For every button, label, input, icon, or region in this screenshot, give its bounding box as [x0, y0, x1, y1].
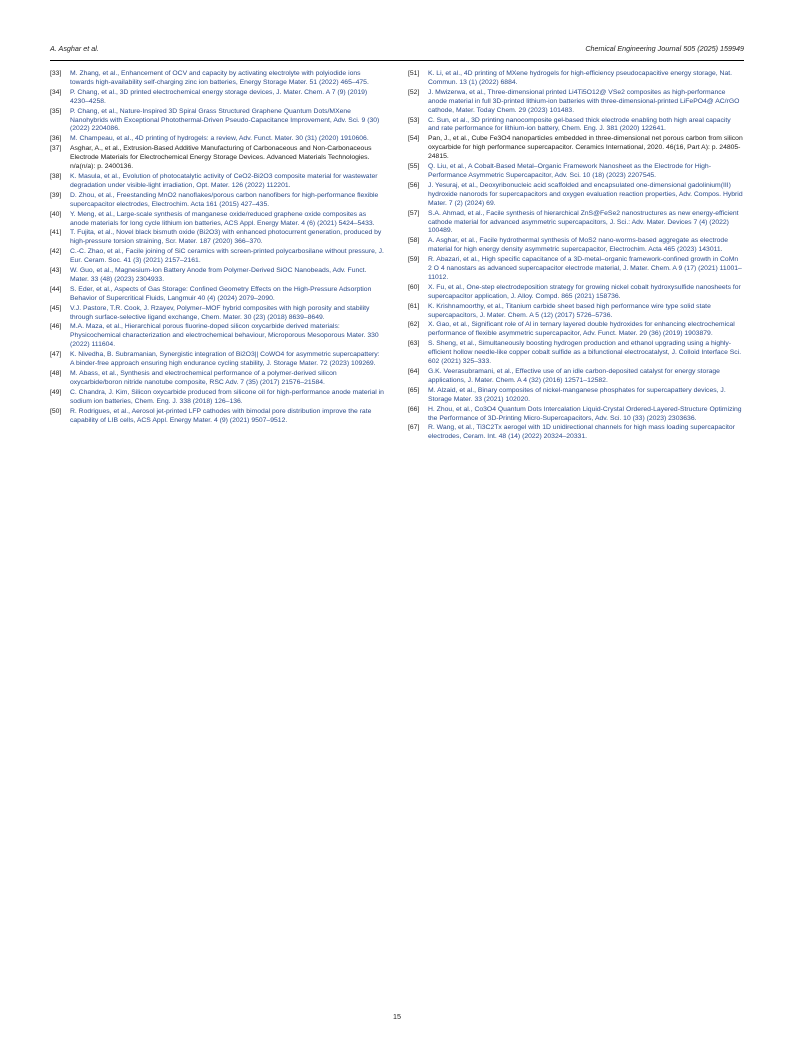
reference-number: [34]: [50, 88, 62, 96]
reference-item: [50, 108, 385, 135]
reference-number: [38]: [50, 172, 62, 180]
reference-number: [66]: [408, 405, 420, 413]
reference-number: [41]: [50, 229, 62, 237]
reference-link[interactable]: R. Rodrigues, et al., Aerosol jet-printed LFP cathodes with bimodal pore distribution improve the rate capability of LIB cells, ACS Appl. Energy Mater. 4 (9) (2021) 9507–9512.: [70, 407, 372, 424]
reference-number: [63]: [408, 340, 420, 348]
header-rule: [50, 60, 744, 61]
reference-number: [61]: [408, 302, 420, 310]
reference-number: [46]: [50, 323, 62, 331]
reference-item: [408, 387, 743, 405]
reference-number: [49]: [50, 388, 62, 396]
reference-number: [62]: [408, 321, 420, 329]
reference-item: [408, 340, 743, 367]
reference-link[interactable]: S. Eder, et al., Aspects of Gas Storage: Confined Geometry Effects on the High-Pressure Adsorption Behavior of Supercritical Fluids, Langmuir 40 (4) (2024) 2079–2090.: [70, 285, 372, 302]
reference-link[interactable]: H. Zhou, et al., Co3O4 Quantum Dots Intercalation Liquid-Crystal Ordered-Layered-Structure Optimizing the Performance of 3D-Printing Micro-Supercapacitors, Adv. Sci. 10 (33) (2023) 2303636.: [428, 405, 742, 422]
reference-link[interactable]: J. Yesuraj, et al., Deoxyribonucleic acid scaffolded and encapsulated one-dimensional gadolinium(III) hydroxide nanorods for supercapacitors and oxygen evaluation reaction properties, Adv. Compos. Hybrid Mater. 7 (2) (2024) 69.: [428, 181, 743, 207]
header-author: A. Asghar et al.: [50, 44, 99, 53]
reference-link[interactable]: S.A. Ahmad, et al., Facile synthesis of hierarchical ZnS@FeSe2 nanostructures as new energy-efficient cathode material for advanced asymmetric supercapacitors, J. Sci.: Adv. Mater. Devices 7 (4) (2022) 100489.: [428, 209, 739, 235]
reference-item: [50, 173, 385, 191]
reference-number: [43]: [50, 267, 62, 275]
reference-number: [50]: [50, 407, 62, 415]
reference-item: [408, 368, 743, 386]
reference-link[interactable]: C. Sun, et al., 3D printing nanocomposite gel-based thick electrode enabling both high areal capacity and rate performance for lithium-ion battery, Chem. Eng. J. 381 (2020) 122641.: [428, 116, 731, 133]
reference-link[interactable]: Y. Meng, et al., Large-scale synthesis of manganese oxide/reduced graphene oxide composites as anode materials for long cycle lithium ion batteries, ACS Appl. Energy Mater. 4 (6) (2021) 5424–5433.: [70, 210, 375, 227]
references-right-column: [408, 70, 743, 443]
reference-link[interactable]: R. Wang, et al., Ti3C2Tx aerogel with 1D unidirectional channels for high mass loading supercapacitor electrodes, Ceram. Int. 48 (14) (2022) 20324–20331.: [428, 424, 735, 441]
reference-number: [47]: [50, 351, 62, 359]
reference-link[interactable]: X. Gao, et al., Significant role of Al in ternary layered double hydroxides for enhancing electrochemical performance of flexible asymmetric supercapacitor, Adv. Funct. Mater. 29 (36) (2019) 1903879.: [428, 321, 735, 338]
reference-item: [50, 70, 385, 88]
reference-number: [53]: [408, 116, 420, 124]
reference-link[interactable]: Q. Liu, et al., A Cobalt-Based Metal–Organic Framework Nanosheet as the Electrode for High-Performance Asymmetric Supercapacitor, Adv. Sci. 10 (18) (2023) 2207545.: [428, 163, 711, 179]
reference-number: [39]: [50, 191, 62, 199]
reference-item: [408, 163, 743, 181]
reference-number: [48]: [50, 370, 62, 377]
reference-item: [50, 351, 385, 369]
reference-item: [408, 321, 743, 339]
reference-link[interactable]: M.A. Maza, et al., Hierarchical porous fluorine-doped silicon oxycarbide derived materials: Physicochemical characterization and electrochemical behaviour, Microporous Mesoporous Mater. 330 (2022) 111604.: [70, 323, 379, 349]
reference-item: [408, 256, 743, 283]
reference-item: [408, 117, 743, 135]
reference-item: [50, 229, 385, 247]
reference-number: [64]: [408, 368, 420, 375]
reference-link[interactable]: K. Masula, et al., Evolution of photocatalytic activity of CeO2-Bi2O3 composite material for wastewater degradation under visible-light irradiation, Opt. Mater. 126 (2022) 112201.: [70, 172, 378, 189]
reference-number: [51]: [408, 70, 420, 77]
reference-link[interactable]: V.J. Pastore, T.R. Cook, J. Rzayev, Polymer–MOF hybrid composites with high porosity and stability through surface-selective ligand exchange, Chem. Mater. 30 (23) (2018) 8639–8649.: [70, 304, 370, 321]
reference-number: [59]: [408, 256, 420, 264]
reference-item: [50, 370, 385, 388]
reference-link[interactable]: W. Guo, et al., Magnesium-Ion Battery Anode from Polymer-Derived SiOC Nanobeads, Adv. Funct. Mater. 33 (48) (2023) 2304933.: [70, 267, 367, 283]
reference-item: [50, 145, 385, 172]
reference-item: [50, 211, 385, 229]
reference-link[interactable]: R. Abazari, et al., High specific capacitance of a 3D-metal–organic framework-confined growth in CoMn 2 O 4 nanostars as advanced supercapacitor electrode material, J. Mater. Chem. A 9 (17) (2021) 11001–11012.: [428, 256, 742, 281]
reference-link[interactable]: J. Mwizerwa, et al., Three-dimensional printed Li4Ti5O12@ VSe2 composites as high-performance anode material in full 3D-printed lithium-ion batteries with three-dimensional-printed LiFePO4@ AC/rGO cathode, Mater. Today Chem. 29 (2023) 101483.: [428, 88, 740, 114]
reference-item: [408, 182, 743, 209]
reference-number: [37]: [50, 145, 62, 153]
reference-number: [35]: [50, 107, 62, 115]
reference-number: [58]: [408, 237, 420, 245]
reference-number: [57]: [408, 209, 420, 217]
header-journal: Chemical Engineering Journal 505 (2025) 159949: [585, 44, 744, 53]
reference-link[interactable]: K. Nivedha, B. Subramanian, Synergistic integration of Bi2O3|| CoWO4 for asymmetric supercapattery: A binder-free approach ensuring high endurance cycling stability, J. Storage Mater. 72 (2023) 109269.: [70, 351, 380, 368]
reference-item: [408, 424, 743, 442]
reference-link[interactable]: C.-C. Zhao, et al., Facile joining of SiC ceramics with screen-printed polycarbosilane without pressure, J. Eur. Ceram. Soc. 41 (3) (2021) 2157–2161.: [70, 248, 384, 265]
reference-link[interactable]: P. Chang, et al., 3D printed electrochemical energy storage devices, J. Mater. Chem. A 7 (9) (2019) 4230–4258.: [70, 88, 368, 105]
reference-link[interactable]: M. Alzaid, et al., Binary composites of nickel-manganese phosphates for supercapattery devices, J. Storage Mater. 33 (2021) 102020.: [428, 386, 726, 403]
reference-link[interactable]: M. Champeau, et al., 4D printing of hydrogels: a review, Adv. Funct. Mater. 30 (31) (2020) 1910606.: [70, 135, 369, 143]
reference-number: [40]: [50, 210, 62, 218]
reference-link[interactable]: M. Abass, et al., Synthesis and electrochemical performance of a polymer-derived silicon oxycarbide/boron nitride nanotube composite, RSC Adv. 7 (35) (2017) 21576–21584.: [70, 370, 337, 386]
reference-link[interactable]: K. Li, et al., 4D printing of MXene hydrogels for high-efficiency pseudocapacitive energy storage, Nat. Commun. 13 (1) (2022) 6884.: [428, 70, 733, 86]
reference-number: [36]: [50, 135, 62, 143]
reference-link[interactable]: S. Sheng, et al., Simultaneously boosting hydrogen production and ethanol upgrading using a highly-efficient hollow needle-like copper cobalt sulfide as a bifunctional electrocatalyst, J. Colloid Interface Sci. 602 (2021) 325–333.: [428, 340, 742, 366]
reference-link: Asghar, A., et al., Extrusion-Based Additive Manufacturing of Carbonaceous and Non-Carbonaceous Electrode Materials for Electrochemical Energy Storage Devices. Advanced Materials Technologies. n/a(n/a): p. 2400136.: [70, 145, 372, 171]
page-number: 15: [393, 1012, 401, 1021]
reference-number: [56]: [408, 181, 420, 189]
reference-item: [50, 267, 385, 285]
reference-item: [50, 248, 385, 266]
reference-number: [65]: [408, 386, 420, 394]
reference-item: [408, 70, 743, 88]
reference-item: [408, 406, 743, 424]
reference-item: [408, 210, 743, 237]
reference-item: [408, 237, 743, 255]
reference-number: [42]: [50, 248, 62, 256]
reference-item: [50, 135, 385, 144]
reference-item: [50, 192, 385, 210]
reference-number: [45]: [50, 304, 62, 312]
reference-item: [408, 284, 743, 302]
reference-link[interactable]: P. Chang, et al., Nature-Inspired 3D Spiral Grass Structured Graphene Quantum Dots/MXene Nanohybrids with Exceptional Photothermal-Driven Pseudo-Capacitance Improvement, Adv. Sci. 9 (30) (2022) 2204086.: [70, 107, 380, 133]
reference-link[interactable]: G.K. Veerasubramani, et al., Effective use of an idle carbon-deposited catalyst for energy storage applications, J. Mater. Chem. A 4 (32) (2016) 12571–12582.: [428, 368, 720, 384]
reference-item: [50, 286, 385, 304]
reference-link[interactable]: D. Zhou, et al., Freestanding MnO2 nanoflakes/porous carbon nanofibers for high-performance flexible supercapacitor electrodes, Electrochim. Acta 161 (2015) 427–435.: [70, 191, 379, 208]
references-left-column: [50, 70, 385, 426]
reference-item: [50, 89, 385, 107]
reference-number: [67]: [408, 424, 420, 432]
reference-link[interactable]: A. Asghar, et al., Facile hydrothermal synthesis of MoS2 nano-worms-based aggregate as electrode material for high energy density asymmetric supercapacitor, Electrochim. Acta 465 (2023) 143011.: [428, 237, 728, 254]
reference-number: [33]: [50, 70, 62, 77]
reference-number: [54]: [408, 135, 420, 143]
reference-item: [50, 389, 385, 407]
reference-link[interactable]: C. Chandra, J. Kim, Silicon oxycarbide produced from silicone oil for high-performance anode material in sodium ion batteries, Chem. Eng. J. 338 (2018) 126–136.: [70, 388, 384, 405]
reference-number: [52]: [408, 88, 420, 96]
reference-item: [50, 323, 385, 350]
reference-link[interactable]: M. Zhang, et al., Enhancement of OCV and capacity by activating electrolyte with polyiodide ions towards high-availability self-charging zinc ion batteries, Energy Storage Mater. 51 (2022) 465–475.: [70, 70, 369, 86]
reference-item: [50, 305, 385, 323]
reference-item: [408, 89, 743, 116]
reference-link[interactable]: K. Krishnamoorthy, et al., Titanium carbide sheet based high performance wire type solid state supercapacitors, J. Mater. Chem. A 5 (12) (2017) 5726–5736.: [428, 302, 711, 319]
reference-link[interactable]: X. Fu, et al., One-step electrodeposition strategy for growing nickel cobalt hydroxysulfide nanosheets for supercapacitor application, J. Alloy. Compd. 865 (2021) 158736.: [428, 283, 741, 300]
reference-link: Pan, J., et al., Cube Fe3O4 nanoparticles embedded in three-dimensional net porous carbon from silicon oxycarbide for high performance supercapacitor. Ceramics International, 2020. 46(16, Part A): p. 24805-24815.: [428, 135, 743, 161]
reference-item: [50, 408, 385, 426]
reference-number: [60]: [408, 283, 420, 291]
reference-item: [408, 303, 743, 321]
reference-number: [55]: [408, 163, 420, 171]
reference-item: [408, 135, 743, 162]
reference-number: [44]: [50, 285, 62, 293]
running-header: [50, 44, 744, 58]
reference-link[interactable]: T. Fujita, et al., Novel black bismuth oxide (Bi2O3) with enhanced photocurrent generation, produced by high-pressure torsion straining, Scr. Mater. 187 (2020) 366–370.: [70, 229, 382, 246]
